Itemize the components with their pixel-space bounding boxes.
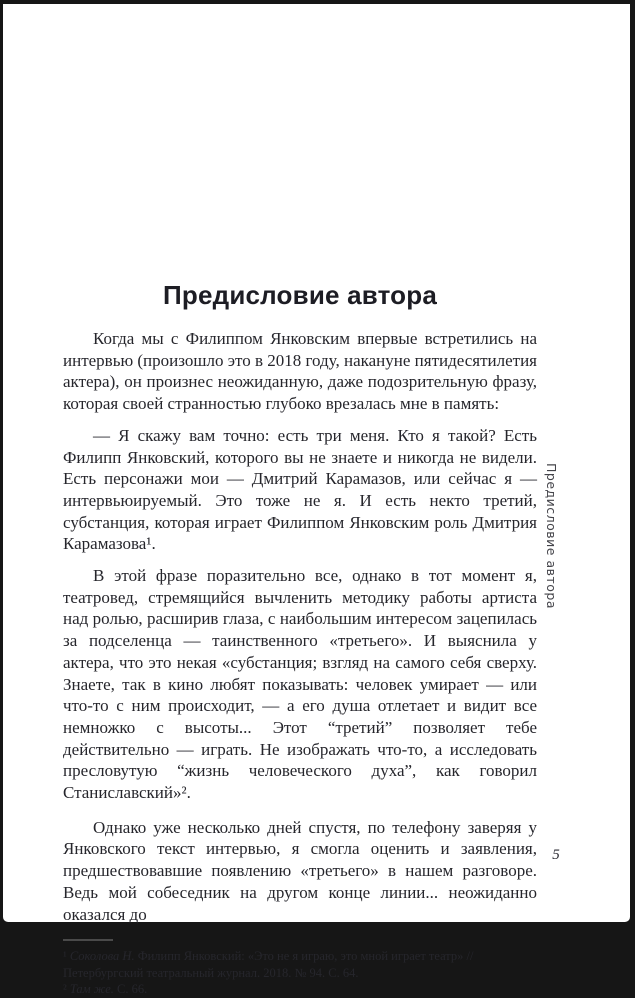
footnote-2-text: С. 66. xyxy=(113,982,148,997)
text-column xyxy=(63,280,537,998)
footnote-1 xyxy=(63,948,537,982)
footnote-2-marker: ² xyxy=(63,982,70,997)
body-text xyxy=(63,328,537,925)
footnote-divider xyxy=(63,939,113,941)
footnotes-block xyxy=(63,939,537,998)
paragraph-3: В этой фразе поразительно все, однако в тот момент я, театровед, стремящийся вычленить методику работы артиста над ролью, расширив глаза, с наибольшим интересом зацепилась за подселенца — таинственного «третьего». И выяснила у актера, что это некая «субстанция; взгляд на самого себя сверху. Знаете, так в кино любят показывать: человек умирает — или что-то с ним происходит, — а его душа отлетает и видит все немножко с высоты... Этот “третий” позволяет тебе действительно — играть. Не изображать что-то, а исследовать пресловутую “жизнь человеческого духа”, как говорил Станиславский»². xyxy=(63,566,537,803)
page-title: Предисловие автора xyxy=(163,280,437,310)
footnote-2 xyxy=(63,981,537,998)
footnote-1-author: Соколова Н. xyxy=(69,948,135,963)
paragraph-4: Однако уже несколько дней спустя, по телефону заверяя у Янковского текст интервью, я смогла оценить и заявления, предшествовавшие появлению «третьего» в нашем разговоре. Ведь мой собеседник на другом конце линии... неожиданно оказался до xyxy=(63,817,537,924)
book-page xyxy=(3,4,630,997)
footnote-1-marker: ¹ xyxy=(63,948,70,963)
paragraph-2: — Я скажу вам точно: есть три меня. Кто я такой? Есть Филипп Янковский, которого вы не знаете и никогда не видели. Есть персонажи мои — Дмитрий Карамазов, или сейчас я — интервьюируемый. Это тоже не я. И есть некто третий, субстанция, которая играет Филиппом Янковским роль Дмитрия Карамазова¹. xyxy=(63,425,537,554)
footnote-1-text: Филипп Янковский: «Это не я играю, это мной играет театр» // Петербургский театральный журнал. 2018. № 94. С. 64. xyxy=(63,948,474,980)
footnote-2-author: Там же. xyxy=(69,982,114,997)
page-number: 5 xyxy=(552,847,560,863)
chapter-margin-label: Предисловие автора xyxy=(544,463,559,610)
paragraph-1: Когда мы с Филиппом Янковским впервые встретились на интервью (произошло это в 2018 году, накануне пятидесятилетия актера), он произнес неожиданную, даже подозрительную фразу, которая своей странностью глубоко врезалась мне в память: xyxy=(63,329,537,414)
